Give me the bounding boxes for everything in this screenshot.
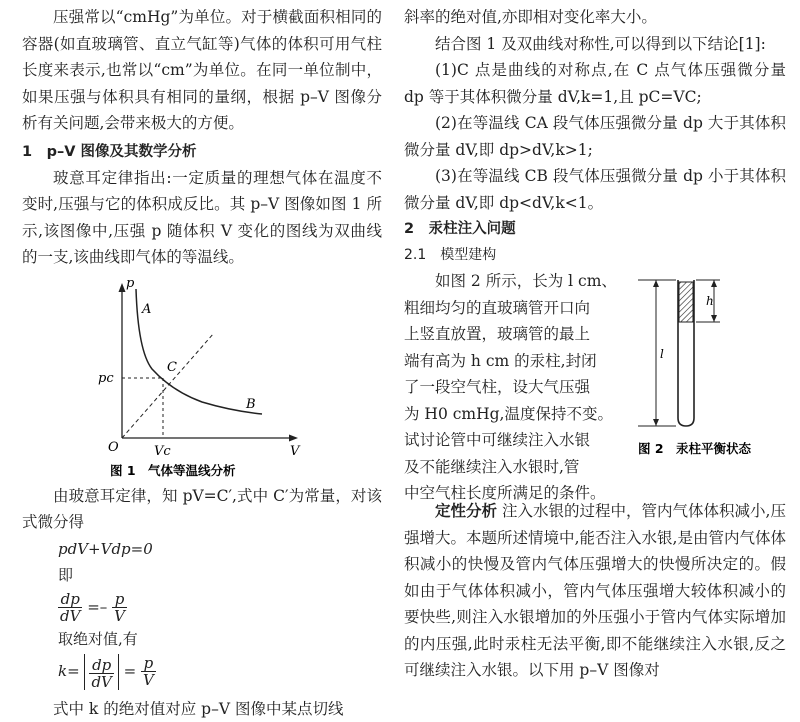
model-line: 及不能继续注入水银时,管 xyxy=(404,454,636,481)
isotherm-curve xyxy=(136,289,262,414)
model-line: 粗细均匀的直玻璃管开口向 xyxy=(404,295,636,322)
model-line: 如图 2 所示，长为 l cm、 xyxy=(404,268,636,295)
qualitative-analysis-paragraph xyxy=(404,498,786,684)
label-B: B xyxy=(245,397,256,412)
label-O: O xyxy=(108,440,119,455)
mercury-column xyxy=(679,282,693,322)
label-p: p xyxy=(126,276,135,291)
figure-1-caption: 图 1 气体等温线分析 xyxy=(110,463,236,478)
symmetry-line xyxy=(122,333,214,438)
equation-differential: pdV+Vdp=0 xyxy=(58,536,382,562)
continuation-line: 斜率的绝对值,亦即相对变化率大小。 xyxy=(404,4,786,31)
label-Vc: Vc xyxy=(154,444,171,459)
isotherm-graph xyxy=(22,271,382,483)
qualitative-label: 定性分析 xyxy=(435,502,497,520)
qualitative-text: 注入水银的过程中，管内气体体积减小,压强增大。本题所述情境中,能否注入水银,是由管内气体体积减小的快慢及管内气体压强增大的快慢所决定的。假如由于气体体积减小，管内气体压强增大较体积减小的要快些,则注入水银增加的外压强小于管内气体实际增加的内压强,此时汞柱无法平衡,即不能继续注入水银,反之可继续注入水银。以下用 p–V 图像对 xyxy=(404,502,786,679)
conclusion-intro: 结合图 1 及双曲线对称性,可以得到以下结论[1]: xyxy=(404,31,786,58)
figure-2-tube xyxy=(636,270,786,470)
abs-label: 取绝对值,有 xyxy=(58,626,382,652)
model-line: 端有高为 h cm 的汞柱,封闭 xyxy=(404,348,636,375)
model-line: 为 H0 cmHg,温度保持不变。 xyxy=(404,401,636,428)
left-column xyxy=(22,0,382,722)
model-line: 上竖直放置，玻璃管的最上 xyxy=(404,321,636,348)
conclusion-item-3: (3)在等温线 CB 段气体压强微分量 dp 小于其体积微分量 dV,即 dp<dV,k<1。 xyxy=(404,163,786,216)
ji-label: 即 xyxy=(58,562,382,588)
conclusion-item-1: (1)C 点是曲线的对称点,在 C 点气体压强微分量 dp 等于其体积微分量 dV,k=1,且 pC=VC; xyxy=(404,57,786,110)
section-1-paragraph: 玻意耳定律指出:一定质量的理想气体在温度不变时,压强与它的体积成反比。其 p–V 图像如图 1 所示,该图像中,压强 p 随体积 V 变化的图线为双曲线的一支,该曲线即气体的等温线。 xyxy=(22,165,382,271)
section-2-heading: 2 汞柱注入问题 xyxy=(404,216,786,242)
label-C: C xyxy=(167,360,177,375)
tangent-line-text: 式中 k 的绝对值对应 p–V 图像中某点切线 xyxy=(22,696,382,722)
label-l: l xyxy=(660,347,664,361)
conclusion-item-2: (2)在等温线 CA 段气体压强微分量 dp 大于其体积微分量 dV,即 dp>dV,k>1; xyxy=(404,110,786,163)
section-1-heading: 1 p–V 图像及其数学分析 xyxy=(22,139,382,165)
figure-1 xyxy=(22,271,382,483)
intro-paragraph: 压强常以“cmHg”为单位。对于横截面积相同的容器(如直玻璃管、直立气缸等)气体的体积可用气柱长度来表示,也常以“cm”为单位。在同一单位制中，如果压强与体积具有相同的量纲，根据 p–V 图像分析有关问题,会带来极大的方便。 xyxy=(22,4,382,137)
label-A: A xyxy=(141,302,151,317)
right-column xyxy=(404,0,786,684)
label-h: h xyxy=(706,294,714,308)
model-line: 了一段空气柱，设大气压强 xyxy=(404,374,636,401)
subsection-2-1-heading: 2.1 模型建构 xyxy=(404,242,786,268)
equation-k: k= $\frac{dp}{dV}$ = $\frac{p}{V}$ xyxy=(58,652,382,690)
model-block xyxy=(404,268,786,506)
model-line: 中空气柱长度所满足的条件。 xyxy=(404,480,636,507)
derivation-paragraph: 由玻意耳定律，知 pV=C′,式中 C′为常量，对该式微分得 xyxy=(22,483,382,536)
equation-ratio: $\frac{dp}{dV}$ =– $\frac{p}{V}$ xyxy=(58,588,382,626)
label-V: V xyxy=(290,444,301,459)
model-line: 试讨论管中可继续注入水银 xyxy=(404,427,636,454)
label-pc: pc xyxy=(98,371,114,386)
figure-2-caption: 图 2 汞柱平衡状态 xyxy=(638,441,752,456)
